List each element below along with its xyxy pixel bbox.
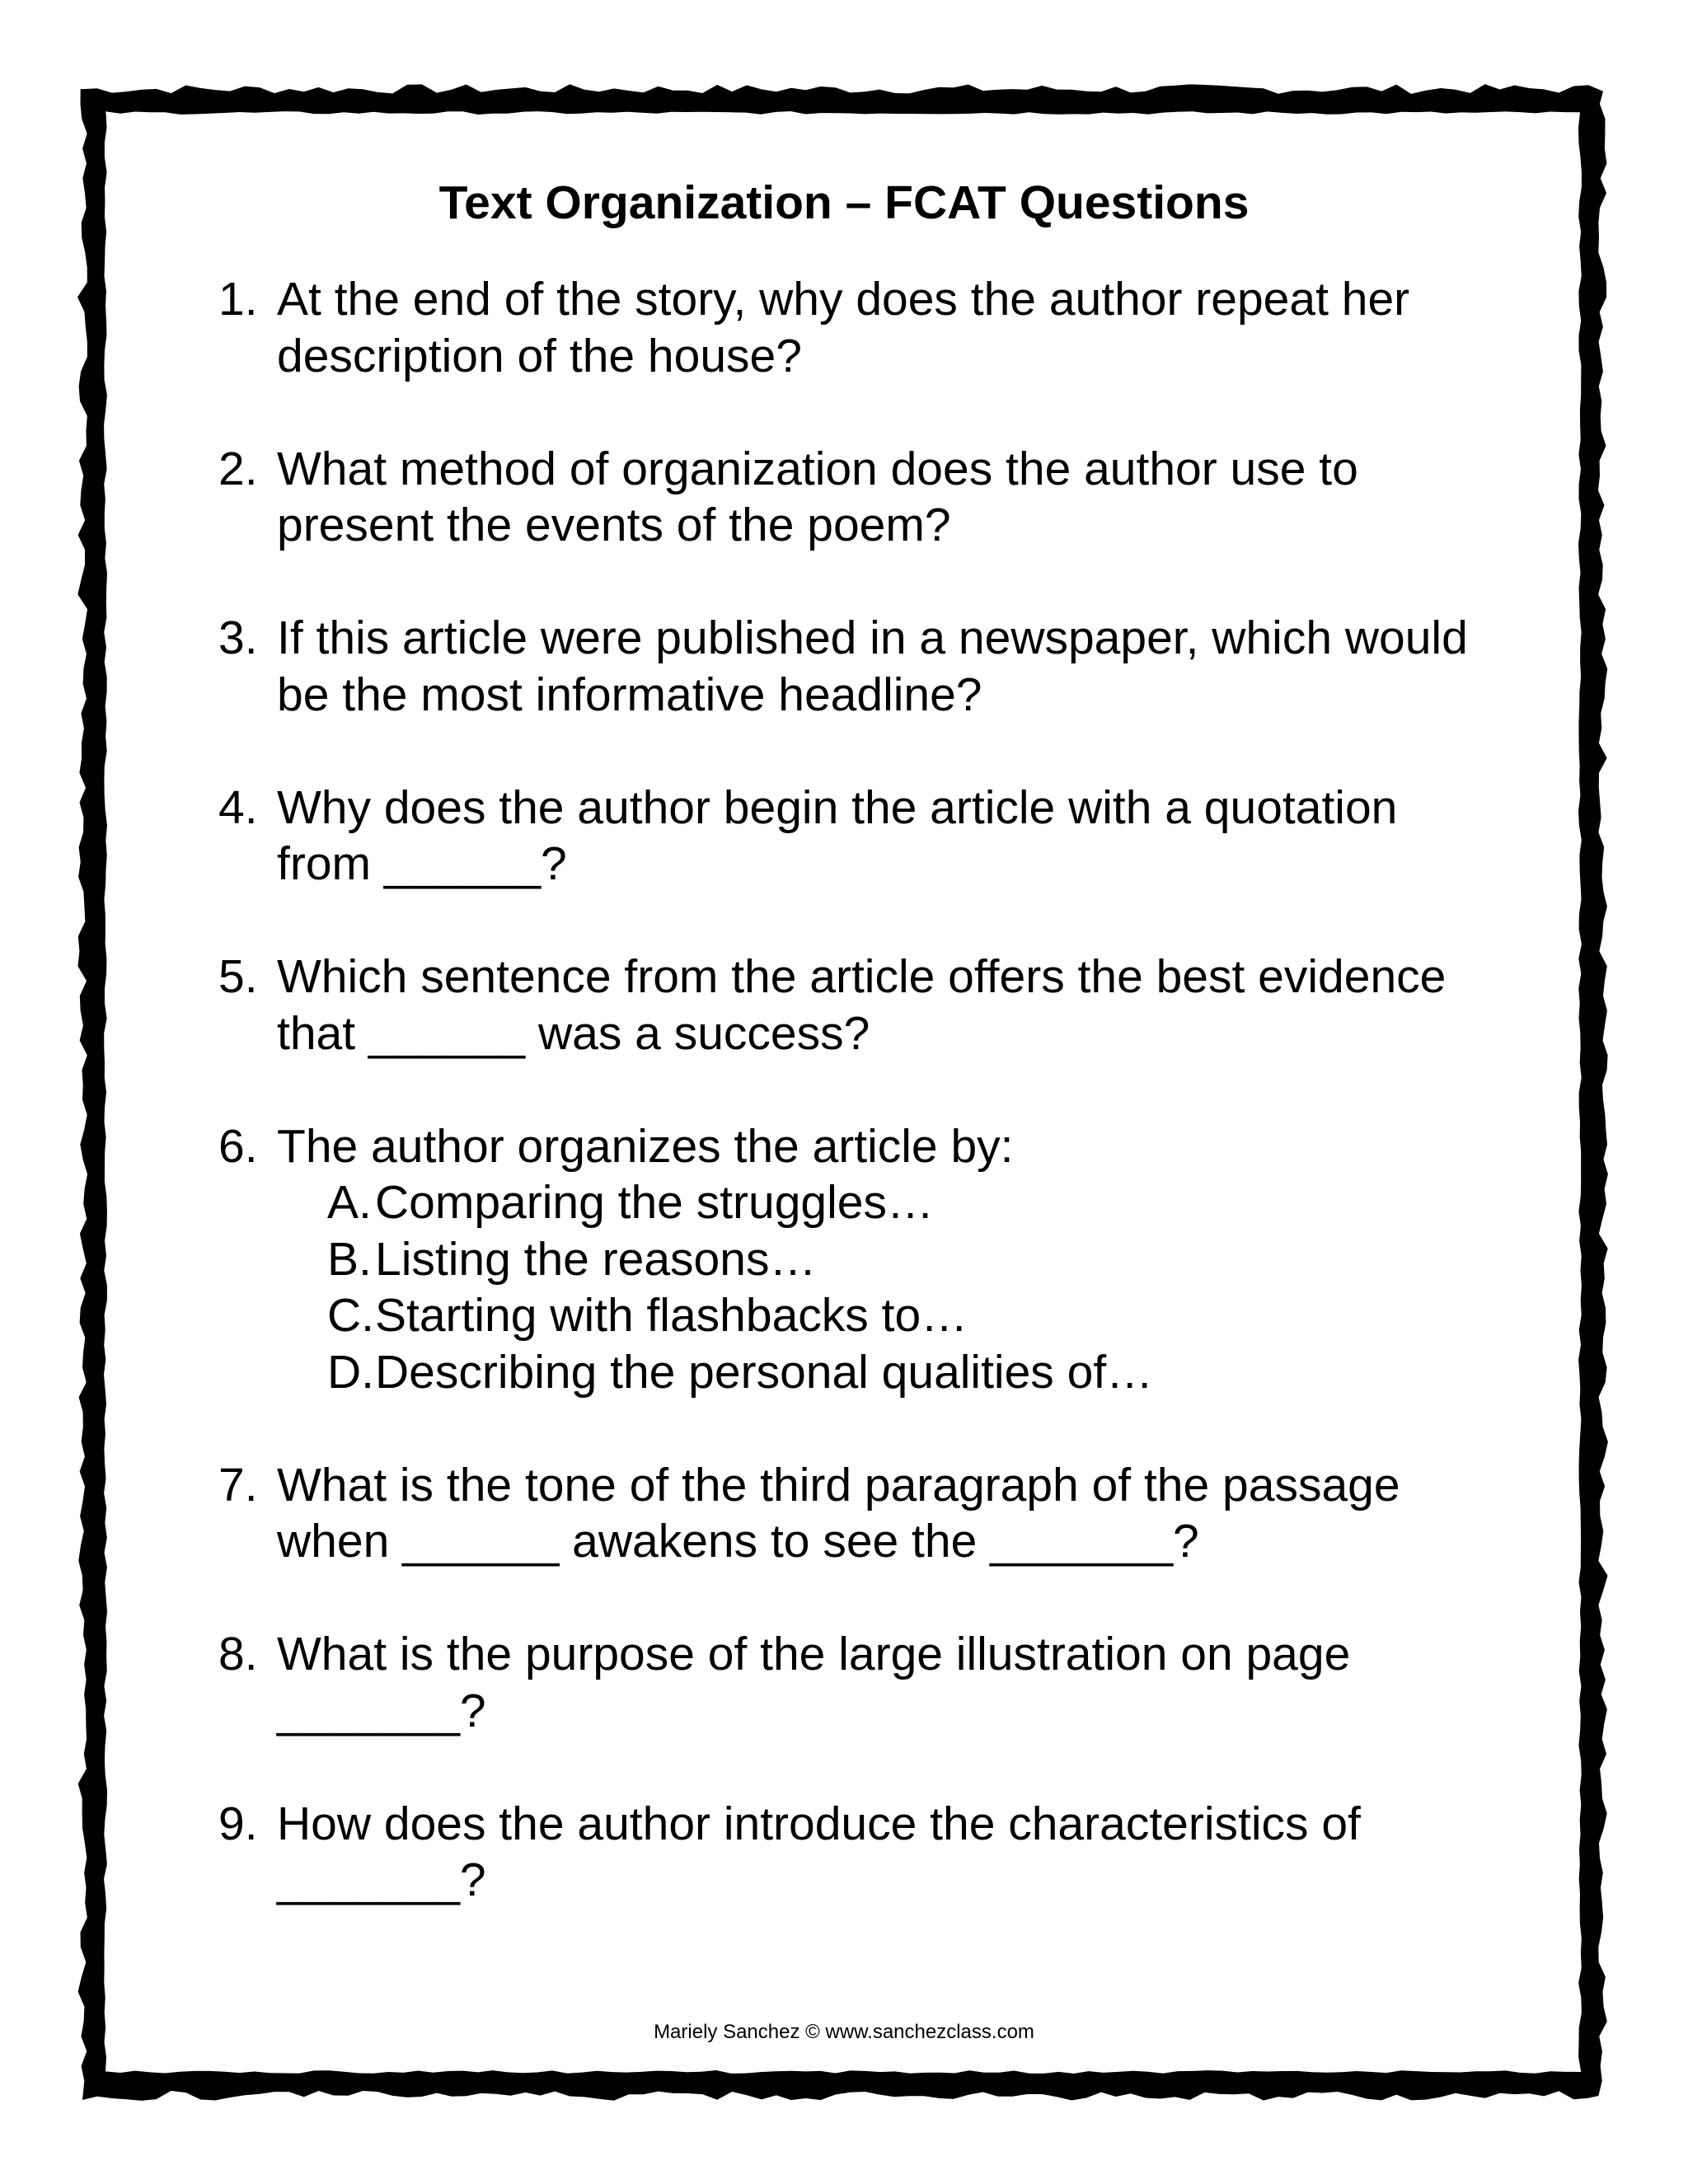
question-text: Why does the author begin the article with a quotation from ______?	[277, 780, 1398, 890]
question-number: 9.	[218, 1797, 258, 1850]
question-item	[218, 949, 1504, 1062]
question-text: What method of organization does the author use to present the events of the poem?	[277, 442, 1358, 551]
choice-text: Comparing the struggles…	[375, 1176, 934, 1229]
answer-choice	[327, 1344, 1504, 1401]
question-number: 3.	[218, 612, 258, 664]
question-text: The author organizes the article by:	[277, 1119, 1014, 1173]
answer-choice	[327, 1231, 1504, 1288]
answer-choices	[277, 1174, 1504, 1400]
question-item	[218, 1457, 1504, 1570]
copyright-footer: Mariely Sanchez © www.sanchezclass.com	[654, 2021, 1034, 2043]
question-number: 1.	[218, 273, 258, 326]
choice-letter: A.	[327, 1176, 372, 1229]
question-item	[218, 1796, 1504, 1909]
question-item	[218, 441, 1504, 554]
question-item	[218, 610, 1504, 723]
question-text: What is the tone of the third paragraph of the passage when ______ awakens to see the _______?	[277, 1458, 1400, 1568]
question-number: 4.	[218, 780, 258, 834]
question-text: If this article were published in a newspaper, which would be the most informative headline?	[277, 612, 1468, 721]
choice-letter: D.	[327, 1345, 374, 1399]
question-list	[218, 271, 1504, 1965]
page-title: Text Organization – FCAT Questions	[438, 176, 1250, 229]
question-text: At the end of the story, why does the author repeat her description of the house?	[277, 273, 1410, 382]
question-item	[218, 780, 1504, 893]
choice-text: Describing the personal qualities of…	[375, 1345, 1154, 1399]
question-item	[218, 271, 1504, 384]
question-number: 6.	[218, 1119, 258, 1173]
choice-text: Listing the reasons…	[375, 1232, 817, 1286]
choice-letter: B.	[327, 1232, 372, 1286]
question-number: 2.	[218, 442, 258, 495]
answer-choice	[327, 1287, 1504, 1344]
question-item	[218, 1626, 1504, 1739]
question-item	[218, 1118, 1504, 1401]
question-number: 5.	[218, 950, 258, 1003]
question-text: What is the purpose of the large illustration on page _______?	[277, 1628, 1351, 1737]
choice-text: Starting with flashbacks to…	[375, 1289, 968, 1342]
question-text: How does the author introduce the characteristics of _______?	[277, 1797, 1361, 1906]
choice-letter: C.	[327, 1289, 374, 1342]
question-number: 8.	[218, 1628, 258, 1680]
answer-choice	[327, 1174, 1504, 1231]
question-text: Which sentence from the article offers the best evidence that ______ was a success?	[277, 950, 1447, 1060]
question-number: 7.	[218, 1458, 258, 1511]
